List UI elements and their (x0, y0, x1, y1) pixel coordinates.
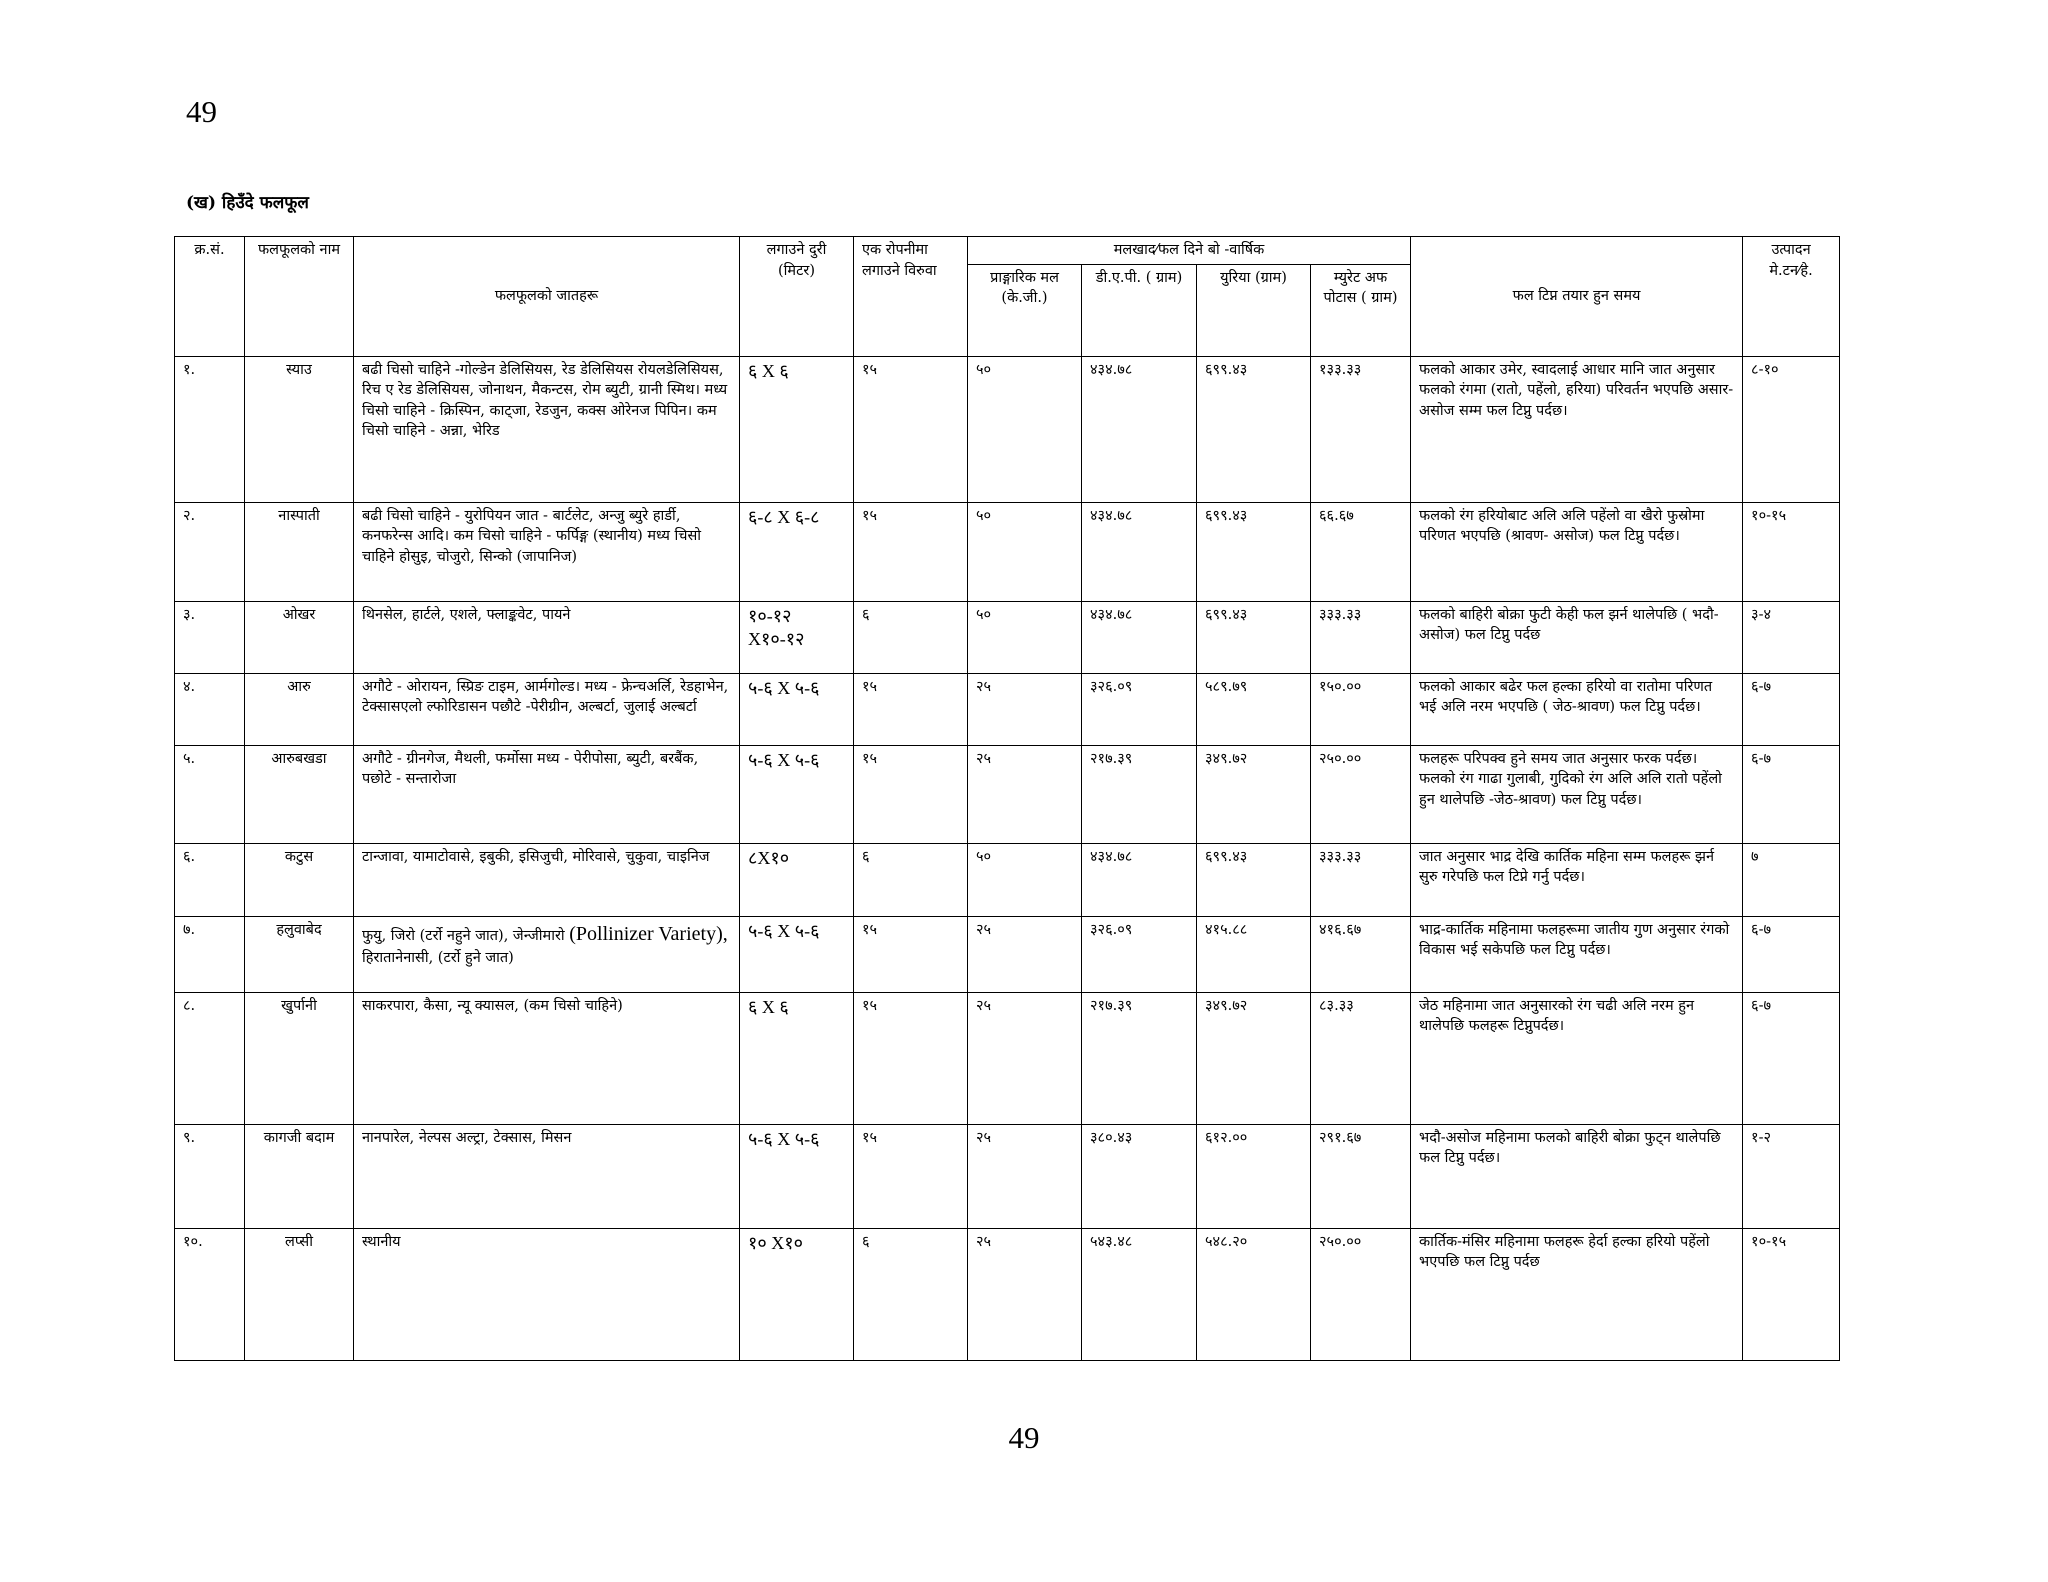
cell-potash: ६६.६७ (1311, 502, 1411, 601)
cell-harvest: कार्तिक-मंसिर महिनामा फलहरू हेर्दा हल्का हरियो पहेंलो भएपछि फल टिप्नु पर्दछ (1411, 1228, 1743, 1360)
header-dap: डी.ए.पी. ( ग्राम) (1082, 264, 1197, 356)
cell-organic: ५० (968, 356, 1082, 502)
cell-sn: २. (175, 502, 245, 601)
cell-name: लप्सी (245, 1228, 354, 1360)
cell-plants: १५ (854, 356, 968, 502)
fruit-table (174, 236, 1840, 1361)
cell-sn: ४. (175, 673, 245, 745)
cell-urea: ६९९.४३ (1197, 601, 1311, 673)
cell-organic: ५० (968, 601, 1082, 673)
cell-name: नास्पाती (245, 502, 354, 601)
cell-name: ओखर (245, 601, 354, 673)
varieties-text-part2: हिरातानेनासी, (टर्रो हुने जात) (362, 949, 514, 966)
cell-potash: १३३.३३ (1311, 356, 1411, 502)
cell-distance: ५-६ X ५-६ (740, 1124, 854, 1228)
cell-urea: ३४९.७२ (1197, 745, 1311, 843)
cell-urea: ३४९.७२ (1197, 992, 1311, 1124)
cell-plants: ६ (854, 843, 968, 916)
page-number-top: 49 (186, 94, 217, 129)
varieties-text-part1: फुयु, जिरो (टर्रो नहुने जात), जेन्जीमारो (362, 927, 565, 944)
cell-plants: १५ (854, 992, 968, 1124)
cell-dap: ४३४.७८ (1082, 502, 1197, 601)
page-number-bottom: 49 (1008, 1420, 1040, 1455)
cell-distance: ५-६ X ५-६ (740, 916, 854, 992)
cell-varieties: अगौटे - ओरायन, स्प्रिङ टाइम, आर्मगोल्ड। मध्य - फ्रेन्चअर्लि, रेडहाभेन, टेक्सासएलो ल्फोरिडासन पछौटे -पेरीग्रीन, अल्बर्टा, जुलाई अल्बर्टा (354, 673, 740, 745)
cell-yield: ६-७ (1743, 916, 1840, 992)
cell-distance: ६-८ X ६-८ (740, 502, 854, 601)
cell-name: स्याउ (245, 356, 354, 502)
cell-dap: ३८०.४३ (1082, 1124, 1197, 1228)
cell-varieties: टान्जावा, यामाटोवासे, इबुकी, इसिजुची, मोरिवासे, चुकुवा, चाइनिज (354, 843, 740, 916)
cell-yield: ३-४ (1743, 601, 1840, 673)
cell-organic: ५० (968, 843, 1082, 916)
table-row (175, 745, 1840, 843)
cell-plants: १५ (854, 916, 968, 992)
cell-urea: ६९९.४३ (1197, 356, 1311, 502)
cell-varieties: बढी चिसो चाहिने - युरोपियन जात - बार्टलेट, अन्जु ब्युरे हार्डी, कनफरेन्स आदि। कम चिसो चाहिने - फर्पिङ्ग (स्थानीय) मध्य चिसो चाहिने होसुइ, चोजुरो, सिन्को (जापानिज) (354, 502, 740, 601)
cell-plants: ६ (854, 601, 968, 673)
cell-yield: ८-१० (1743, 356, 1840, 502)
varieties-text-en: (Pollinizer Variety), (569, 922, 728, 945)
cell-sn: ७. (175, 916, 245, 992)
cell-varieties: नानपारेल, नेल्पस अल्ट्रा, टेक्सास, मिसन (354, 1124, 740, 1228)
cell-sn: ५. (175, 745, 245, 843)
header-sn: क्र.सं. (175, 237, 245, 357)
cell-harvest: जेठ महिनामा जात अनुसारको रंग चढी अलि नरम हुन थालेपछि फलहरू टिप्नुपर्दछ। (1411, 992, 1743, 1124)
cell-urea: ५८९.७९ (1197, 673, 1311, 745)
cell-dap: २१७.३९ (1082, 745, 1197, 843)
cell-dap: ५४३.४८ (1082, 1228, 1197, 1360)
cell-plants: १५ (854, 673, 968, 745)
cell-varieties: साकरपारा, कैसा, न्यू क्यासल, (कम चिसो चाहिने) (354, 992, 740, 1124)
table-row (175, 843, 1840, 916)
cell-varieties: स्थानीय (354, 1228, 740, 1360)
table-body (175, 356, 1840, 1360)
cell-name: आरु (245, 673, 354, 745)
cell-harvest: फलहरू परिपक्व हुने समय जात अनुसार फरक पर्दछ। फलको रंग गाढा गुलाबी, गुदिको रंग अलि अलि रातो पहेंलो हुन थालेपछि -जेठ-श्रावण) फल टिप्नु पर्दछ। (1411, 745, 1743, 843)
header-organic: प्राङ्गारिक मल (के.जी.) (968, 264, 1082, 356)
cell-plants: १५ (854, 502, 968, 601)
table-header (175, 237, 1840, 357)
cell-potash: ८३.३३ (1311, 992, 1411, 1124)
cell-distance: ६ X ६ (740, 356, 854, 502)
cell-distance: १० X१० (740, 1228, 854, 1360)
table-row (175, 992, 1840, 1124)
header-plants: एक रोपनीमा लगाउने विरुवा (854, 237, 968, 357)
cell-yield: ६-७ (1743, 673, 1840, 745)
cell-organic: २५ (968, 673, 1082, 745)
cell-dap: ४३४.७८ (1082, 843, 1197, 916)
cell-organic: २५ (968, 992, 1082, 1124)
cell-distance: ८X१० (740, 843, 854, 916)
cell-varieties: थिनसेल, हार्टले, एशले, फ्लाङ्कवेट, पायने (354, 601, 740, 673)
cell-sn: ३. (175, 601, 245, 673)
cell-harvest: फलको आकार उमेर, स्वादलाई आधार मानि जात अनुसार फलको रंगमा (रातो, पहेंलो, हरिया) परिवर्तन भएपछि असार- असोज सम्म फल टिप्नु पर्दछ। (1411, 356, 1743, 502)
cell-plants: १५ (854, 745, 968, 843)
cell-name: खुर्पानी (245, 992, 354, 1124)
header-potash: म्युरेट अफ पोटास ( ग्राम) (1311, 264, 1411, 356)
cell-dap: ४३४.७८ (1082, 356, 1197, 502)
header-distance: लगाउने दुरी (मिटर) (740, 237, 854, 357)
cell-organic: २५ (968, 1228, 1082, 1360)
header-urea: युरिया (ग्राम) (1197, 264, 1311, 356)
cell-harvest: जात अनुसार भाद्र देखि कार्तिक महिना सम्म फलहरू झर्न सुरु गरेपछि फल टिप्ने गर्नु पर्दछ। (1411, 843, 1743, 916)
section-heading: (ख) हिउँदे फलफूल (186, 193, 309, 213)
header-varieties: फलफूलको जातहरू (354, 237, 740, 357)
cell-organic: २५ (968, 1124, 1082, 1228)
cell-dap: २१७.३९ (1082, 992, 1197, 1124)
cell-potash: ३३३.३३ (1311, 843, 1411, 916)
cell-potash: २५०.०० (1311, 745, 1411, 843)
cell-name: कटुस (245, 843, 354, 916)
cell-distance: ६ X ६ (740, 992, 854, 1124)
cell-varieties: बढी चिसो चाहिने -गोल्डेन डेलिसियस, रेड डेलिसियस रोयलडेलिसियस, रिच ए रेड डेलिसियस, जोनाथन, मैकन्टस, रोम ब्युटी, ग्रानी स्मिथ। मध्य चिसो चाहिने - क्रिस्पिन, काट्जा, रेडजुन, कक्स ओरेनज पिपिन। कम चिसो चाहिने - अन्ना, भेरिड (354, 356, 740, 502)
header-harvest: फल टिप्न तयार हुन समय (1411, 237, 1743, 357)
cell-name: हलुवाबेद (245, 916, 354, 992)
cell-organic: ५० (968, 502, 1082, 601)
cell-distance: १०-१२ X१०-१२ (740, 601, 854, 673)
cell-varieties: अगौटे - ग्रीनगेज, मैथली, फर्मोसा मध्य - पेरीपोसा, ब्युटी, बरबैंक, पछोटे - सन्तारोजा (354, 745, 740, 843)
table-row (175, 916, 1840, 992)
cell-urea: ६९९.४३ (1197, 843, 1311, 916)
cell-yield: १०-१५ (1743, 1228, 1840, 1360)
cell-harvest: फलको आकार बढेर फल हल्का हरियो वा रातोमा परिणत भई अलि नरम भएपछि ( जेठ-श्रावण) फल टिप्नु पर्दछ। (1411, 673, 1743, 745)
cell-sn: ९. (175, 1124, 245, 1228)
header-fertilizer-group: मलखाद⁄फल दिने बो -वार्षिक (968, 237, 1411, 265)
cell-potash: ४१६.६७ (1311, 916, 1411, 992)
table-row (175, 601, 1840, 673)
cell-potash: २९१.६७ (1311, 1124, 1411, 1228)
cell-urea: ५४८.२० (1197, 1228, 1311, 1360)
cell-dap: ३२६.०९ (1082, 673, 1197, 745)
table-row (175, 1228, 1840, 1360)
cell-yield: ६-७ (1743, 745, 1840, 843)
cell-potash: ३३३.३३ (1311, 601, 1411, 673)
cell-dap: ३२६.०९ (1082, 916, 1197, 992)
cell-distance: ५-६ X ५-६ (740, 673, 854, 745)
cell-organic: २५ (968, 916, 1082, 992)
cell-plants: १५ (854, 1124, 968, 1228)
cell-harvest: फलको रंग हरियोबाट अलि अलि पहेंलो वा खैरो फुस्रोमा परिणत भएपछि (श्रावण- असोज) फल टिप्नु पर्दछ। (1411, 502, 1743, 601)
cell-sn: १. (175, 356, 245, 502)
cell-dap: ४३४.७८ (1082, 601, 1197, 673)
cell-sn: १०. (175, 1228, 245, 1360)
cell-urea: ६१२.०० (1197, 1124, 1311, 1228)
cell-yield: ७ (1743, 843, 1840, 916)
cell-harvest: फलको बाहिरी बोक्रा फुटी केही फल झर्न थालेपछि ( भदौ-असोज) फल टिप्नु पर्दछ (1411, 601, 1743, 673)
cell-urea: ४१५.८८ (1197, 916, 1311, 992)
table-row (175, 502, 1840, 601)
cell-varieties (354, 916, 740, 992)
cell-harvest: भाद्र-कार्तिक महिनामा फलहरूमा जातीय गुण अनुसार रंगको विकास भई सकेपछि फल टिप्नु पर्दछ। (1411, 916, 1743, 992)
cell-sn: ८. (175, 992, 245, 1124)
table-row (175, 673, 1840, 745)
cell-sn: ६. (175, 843, 245, 916)
cell-yield: ६-७ (1743, 992, 1840, 1124)
cell-harvest: भदौ-असोज महिनामा फलको बाहिरी बोक्रा फुट्न थालेपछि फल टिप्नु पर्दछ। (1411, 1124, 1743, 1228)
table-row (175, 1124, 1840, 1228)
header-name: फलफूलको नाम (245, 237, 354, 357)
cell-potash: १५०.०० (1311, 673, 1411, 745)
cell-name: कागजी बदाम (245, 1124, 354, 1228)
cell-urea: ६९९.४३ (1197, 502, 1311, 601)
cell-name: आरुबखडा (245, 745, 354, 843)
cell-organic: २५ (968, 745, 1082, 843)
table-row (175, 356, 1840, 502)
cell-distance: ५-६ X ५-६ (740, 745, 854, 843)
cell-yield: १०-१५ (1743, 502, 1840, 601)
cell-potash: २५०.०० (1311, 1228, 1411, 1360)
cell-plants: ६ (854, 1228, 968, 1360)
header-yield: उत्पादन मे.टन⁄हे. (1743, 237, 1840, 357)
cell-yield: १-२ (1743, 1124, 1840, 1228)
